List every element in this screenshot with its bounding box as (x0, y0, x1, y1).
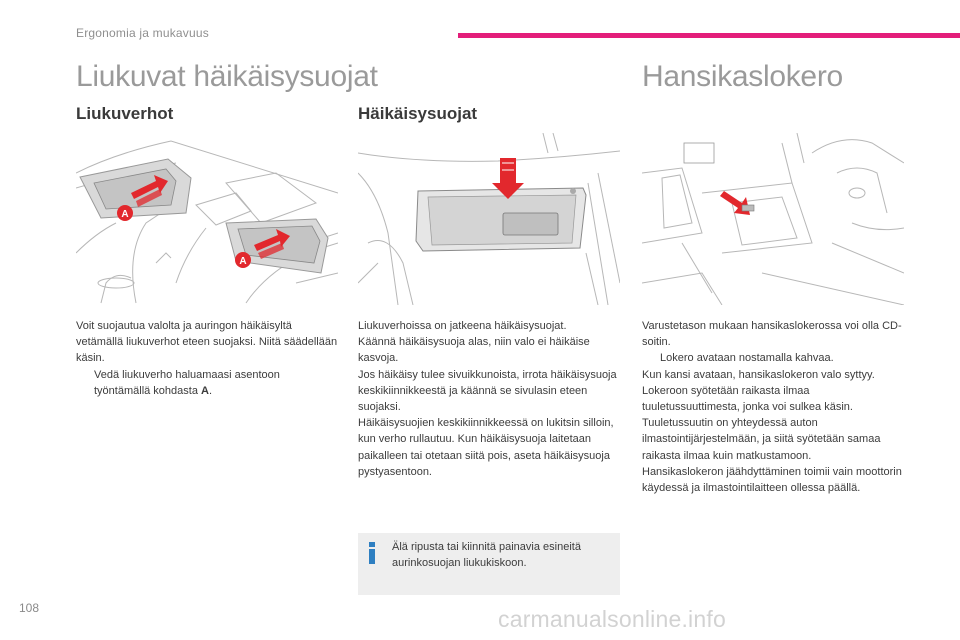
bullet-marker (642, 350, 660, 366)
marker-a-label-2: A (239, 256, 247, 267)
glove-box-line-3: Lokeroon syötetään raikasta ilmaa tuuletussuuttimesta, jonka voi sulkea käsin. (642, 384, 853, 414)
sun-blinds-bullet-prefix: Vedä liukuverho haluamaasi asentoon työntämällä kohdasta (94, 368, 280, 397)
sun-blinds-bullet-text (94, 367, 338, 399)
header-accent-bar (458, 33, 960, 38)
sun-blinds-text (76, 318, 338, 399)
watermark: carmanualsonline.info (498, 606, 726, 632)
glove-box-text (642, 318, 904, 496)
glove-box-bullet-text: Lokero avataan nostamalla kahvaa. (660, 352, 834, 365)
sun-visors-line-4: Häikäisysuojien keskikiinnikkeessä on lukitsin silloin, kun verho rullautuu. Kun häikäisysuoja laitetaan paikalleen tai otetaan siitä pois, aseta häikäisysuoja pystyasentoon. (358, 417, 614, 478)
sun-blinds-illustration (76, 133, 338, 305)
page-number: 108 (19, 601, 40, 615)
section-header: Ergonomia ja mukavuus (76, 26, 209, 40)
glove-box-line-5: Hansikaslokeron jäähdyttäminen toimii vain moottorin käydessä ja ilmastointilaitteen ollessa päällä. (642, 465, 902, 495)
sun-blinds-bullet-bold: A (201, 384, 209, 397)
sun-visors-text (358, 318, 620, 480)
glove-box-bullet (642, 350, 904, 366)
page-title-right: Hansikaslokero (642, 60, 843, 93)
sun-visors-line-1: Liukuverhoissa on jatkeena häikäisysuojat. (358, 320, 567, 332)
marker-a-label-1: A (121, 209, 129, 220)
sun-visor-illustration (358, 133, 620, 305)
sun-blinds-paragraph: Voit suojautua valolta ja auringon häikäisyltä vetämällä liukuverhot eteen suojaksi. Niitä säädellään käsin. (76, 320, 338, 365)
bullet-marker (76, 367, 94, 399)
glove-box-line-1: Varustetason mukaan hansikaslokerossa voi olla CD-soitin. (642, 320, 902, 349)
glove-box-line-4: Tuuletussuutin on yhteydessä auton ilmastointijärjestelmään, ja siitä syötetään samaa raikasta ilmaa kuin matkustamoon. (642, 417, 881, 462)
sun-visors-line-2: Käännä häikäisysuoja alas, niin valo ei häikäise kasvoja. (358, 336, 590, 365)
info-icon (367, 542, 377, 564)
sun-visors-line-3: Jos häikäisy tulee sivuikkunoista, irrota häikäisysuoja keskikiinnikkeestä ja käännä se sivulasin eteen suojaksi. (358, 368, 617, 414)
sun-blinds-bullet (76, 367, 338, 399)
page-title-left: Liukuvat häikäisysuojat (76, 60, 378, 93)
info-note-text: Älä ripusta tai kiinnitä painavia esineitä aurinkosuojan liukukiskoon. (392, 541, 581, 569)
sun-blinds-bullet-suffix: . (208, 384, 213, 397)
red-arrow-handle-icon (720, 191, 754, 215)
glove-box-line-2: Kun kansi avataan, hansikaslokeron valo syttyy. (642, 368, 875, 381)
glove-box-illustration (642, 133, 904, 305)
subheading-sun-visors: Häikäisysuojat (358, 104, 478, 123)
subheading-sun-blinds: Liukuverhot (76, 104, 174, 123)
